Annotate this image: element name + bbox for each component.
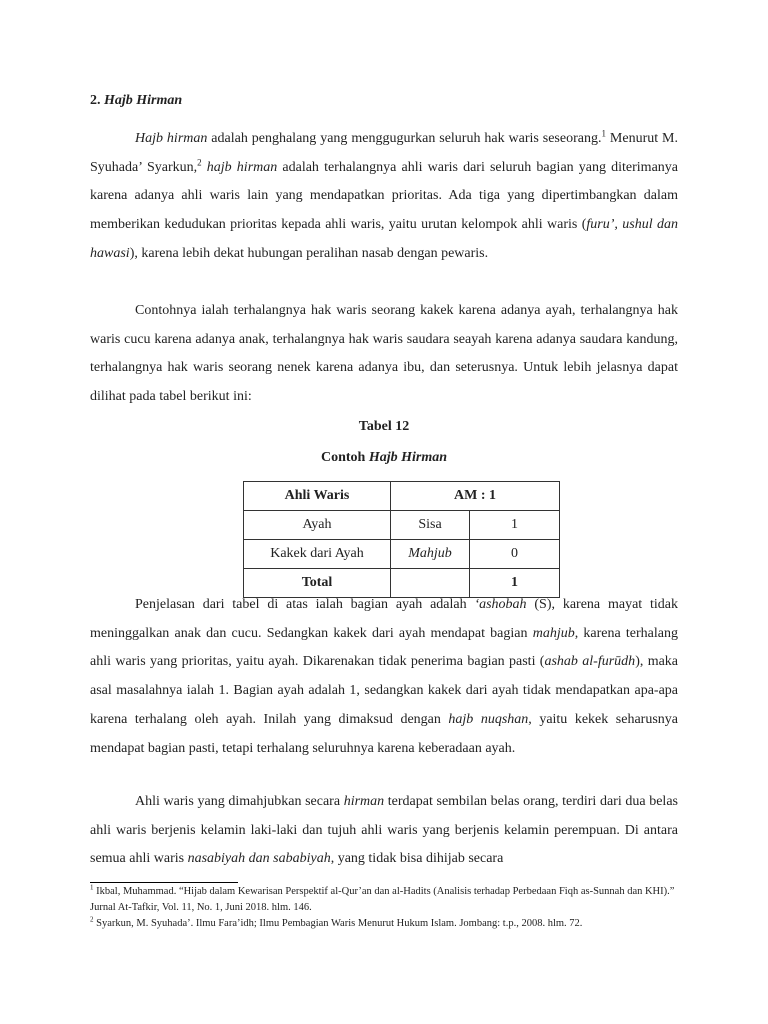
heir-table xyxy=(243,481,560,598)
text-run: terdapat sembilan belas orang, terdiri dari dua belas ahli waris berjenis kelamin laki-laki dan tujuh ahli waris yang berjenis kelamin perempuan. Di antara semua ahli waris xyxy=(90,794,678,867)
paragraph-hirman-heirs xyxy=(90,788,678,874)
cell-heir: Ayah xyxy=(244,511,391,540)
caption-prefix: Contoh xyxy=(320,450,369,465)
footnote-number: 1 xyxy=(90,883,94,892)
cell-total-value: 1 xyxy=(470,569,560,598)
header-heir: Ahli Waris xyxy=(244,482,391,511)
text-run: , yang tidak bisa dihijab secara xyxy=(330,851,504,867)
term-italic: hirman xyxy=(343,794,385,809)
term-italic: hajb hirman xyxy=(206,159,278,175)
term-italic: furu’, ushul dan hawasi xyxy=(90,217,678,261)
paragraph-examples xyxy=(90,297,678,412)
footnote-number: 2 xyxy=(90,915,94,924)
term-italic: mahjub xyxy=(532,625,575,641)
text-run: , yaitu kekek seharusnya mendapat bagian pasti, tetapi terhalang seluruhnya karena keberadaan ayah. xyxy=(90,711,678,756)
cell-value: 0 xyxy=(470,540,560,569)
text-run: , karena terhalang ahli waris yang prioritas, yaitu ayah. Dikarenakan tidak penerima bagian pasti ( xyxy=(90,625,678,670)
cell-heir: Kakek dari Ayah xyxy=(244,540,391,569)
header-am: AM : 1 xyxy=(391,482,560,511)
text-run: Penjelasan dari tabel di atas ialah bagian ayah adalah xyxy=(135,597,475,612)
text-run: adalah penghalang yang menggugurkan seluruh hak waris seseorang. xyxy=(207,131,602,146)
footnote-2 xyxy=(90,916,678,932)
term-italic: nasabiyah dan sababiyah xyxy=(187,851,331,867)
table-header-row xyxy=(244,482,560,511)
section-heading xyxy=(90,93,182,109)
term-italic: Hajb hirman xyxy=(135,131,208,146)
footnote-divider xyxy=(90,882,238,883)
table-row xyxy=(244,511,560,540)
footnote-text: Ikbal, Muhammad. “Hijab dalam Kewarisan Perspektif al-Qur’an dan al-Hadits (Analisis terhadap Perbedaan Fiqh as-Sunnah dan KHI).” Jurnal At-Tafkir, Vol. 11, No. 1, Juni 2018. hlm. 146. xyxy=(90,886,675,913)
text-run: (S), karena mayat tidak meninggalkan anak dan cucu. Sedangkan kakek dari ayah mendapat bagian xyxy=(90,597,678,641)
term-italic: ‘ashobah xyxy=(474,597,527,612)
text-run: Ahli waris yang dimahjubkan secara xyxy=(135,794,344,809)
term-italic: hajb nuqshan xyxy=(448,711,529,727)
caption-italic: Hajb Hirman xyxy=(368,450,448,465)
footnote-1 xyxy=(90,884,678,916)
term-italic: ashab al-furūdh xyxy=(544,654,636,670)
section-title: Hajb Hirman xyxy=(104,93,183,108)
cell-total-label: Total xyxy=(244,569,391,598)
text-run: Contohnya ialah terhalangnya hak waris seorang kakek karena adanya ayah, terhalangnya hak waris cucu karena adanya anak, terhalangnya hak waris saudara seayah karena adanya saudara kandung, terhalangnya hak waris seorang nenek karena adanya ibu, dan seterusnya. Untuk lebih jelasnya dapat dilihat pada tabel berikut ini: xyxy=(90,303,678,405)
footnote-ref-1[interactable]: 1 xyxy=(601,128,606,139)
table-label: Tabel 12 xyxy=(358,419,410,434)
cell-value: 1 xyxy=(470,511,560,540)
text-run: Menurut M. Syuhada’ Syarkun, xyxy=(90,131,678,175)
footnote-ref-2[interactable]: 2 xyxy=(197,157,202,168)
table-caption xyxy=(90,450,678,466)
section-number: 2. xyxy=(90,93,101,108)
text-run: ), maka asal masalahnya ialah 1. Bagian ayah adalah 1, sedangkan kakek dari ayah tidak mendapatkan apa-apa karena terhalang oleh ayah. Inilah yang dimaksud dengan xyxy=(90,654,679,727)
text-run: ), karena lebih dekat hubungan peralihan nasab dengan pewaris. xyxy=(129,245,489,261)
cell-share: Mahjub xyxy=(391,540,470,569)
paragraph-definition xyxy=(90,125,678,269)
text-run: adalah terhalangnya ahli waris dari seluruh bagian yang diterimanya karena adanya ahli waris lain yang mendapatkan prioritas. Ada tiga yang dipertimbangkan dalam memberikan kedudukan prioritas kepada ahli waris, yaitu urutan kelompok ahli waris ( xyxy=(90,159,679,233)
cell-share: Sisa xyxy=(391,511,470,540)
paragraph-explanation xyxy=(90,591,678,763)
table-row xyxy=(244,540,560,569)
footnote-text: Syarkun, M. Syuhada’. Ilmu Fara’idh; Ilmu Pembagian Waris Menurut Hukum Islam. Jombang: t.p., 2008. hlm. 72. xyxy=(93,918,583,929)
